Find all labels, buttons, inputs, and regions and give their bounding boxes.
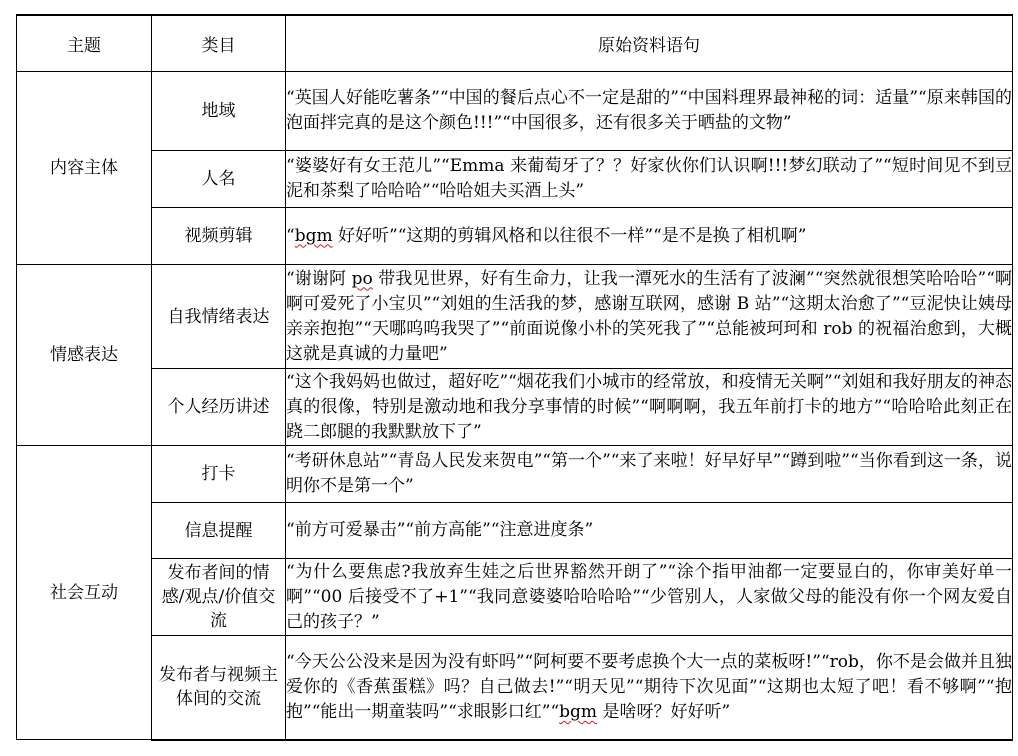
data-table (16, 14, 1013, 741)
table-row (17, 265, 1013, 369)
category-cell: 自我情绪表达 (152, 265, 286, 369)
category-cell: 发布者与视频主体间的交流 (152, 636, 286, 740)
table-row (17, 636, 1013, 740)
text-part: 是啥呀？好好听” (597, 701, 731, 722)
category-cell: 地域 (152, 72, 286, 151)
category-cell: 个人经历讲述 (152, 369, 286, 446)
source-cell: “为什么要焦虑?我放弃生娃之后世界豁然开朗了”“涂个指甲油都一定要显白的，你审美好单一啊”“00 后接受不了+1”“我同意婆婆哈哈哈哈”“少管别人，人家做父母的能没有你一个网友爱自己的孩子？” (286, 559, 1013, 636)
source-cell: “婆婆好有女王范儿”“Emma 来葡萄牙了？？好家伙你们认识啊!!!梦幻联动了”“短时间见不到豆泥和茶梨了哈哈哈”“哈哈姐夫买酒上头” (286, 151, 1013, 208)
source-cell (286, 265, 1013, 369)
flagged-word: bgm (294, 225, 333, 246)
header-category: 类目 (152, 15, 286, 72)
header-source: 原始资料语句 (286, 15, 1013, 72)
text-part: “今天公公没来是因为没有虾吗”“阿柯要不要考虑换个大一点的菜板呀!”“rob，你不是会做并且独爱你的《香蕉蛋糕》吗？自己做去!”“明天见”“期待下次见面”“这期也太短了吧！看不够啊”“抱抱”“能出一期童装吗”“求眼影口红”“ (286, 651, 1012, 722)
flagged-word: po (351, 268, 373, 289)
topic-cell: 内容主体 (17, 72, 152, 265)
category-cell: 发布者间的情感/观点/价值交流 (152, 559, 286, 636)
category-cell: 信息提醒 (152, 503, 286, 559)
topic-cell: 情感表达 (17, 265, 152, 446)
source-cell (286, 636, 1013, 740)
table-row (17, 369, 1013, 446)
table-row (17, 151, 1013, 208)
category-cell: 人名 (152, 151, 286, 208)
source-cell: “英国人好能吃薯条”“中国的餐后点心不一定是甜的”“中国料理界最神秘的词：适量”“原来韩国的泡面拌完真的是这个颜色!!!”“中国很多，还有很多关于晒盐的文物” (286, 72, 1013, 151)
text-part: “谢谢阿 (286, 268, 352, 289)
source-cell: “前方可爱暴击”“前方高能”“注意进度条” (286, 503, 1013, 559)
text-part: 好好听”“这期的剪辑风格和以往很不一样”“是不是换了相机啊” (332, 225, 807, 246)
text-part: 带我见世界，好有生命力，让我一潭死水的生活有了波澜”“突然就很想笑哈哈哈”“啊啊可爱死了小宝贝”“刘姐的生活我的梦，感谢互联网，感谢 B 站”“这期太治愈了”“豆泥快让姨母亲亲抱抱”“天哪呜呜我哭了”“前面说像小朴的笑死我了”“总能被珂珂和 rob 的祝福治愈到，大概这就是真诚的力量吧” (286, 268, 1012, 364)
source-cell: “这个我妈妈也做过，超好吃”“烟花我们小城市的经常放，和疫情无关啊”“刘姐和我好朋友的神态真的很像，特别是激动地和我分享事情的时候”“啊啊啊，我五年前打卡的地方”“哈哈哈此刻正在跷二郎腿的我默默放下了” (286, 369, 1013, 446)
table-row (17, 559, 1013, 636)
category-cell: 打卡 (152, 446, 286, 503)
topic-cell: 社会互动 (17, 446, 152, 740)
source-cell: “考研休息站”“青岛人民发来贺电”“第一个”“来了来啦！好早好早”“蹲到啦”“当你看到这一条，说明你不是第一个” (286, 446, 1013, 503)
table-row (17, 446, 1013, 503)
flagged-word: bgm (559, 701, 598, 722)
category-cell: 视频剪辑 (152, 208, 286, 265)
text-part: “ (286, 225, 295, 246)
header-topic: 主题 (17, 15, 152, 72)
source-cell (286, 208, 1013, 265)
table-row (17, 503, 1013, 559)
table-row (17, 208, 1013, 265)
table-row (17, 72, 1013, 151)
header-row (17, 15, 1013, 72)
